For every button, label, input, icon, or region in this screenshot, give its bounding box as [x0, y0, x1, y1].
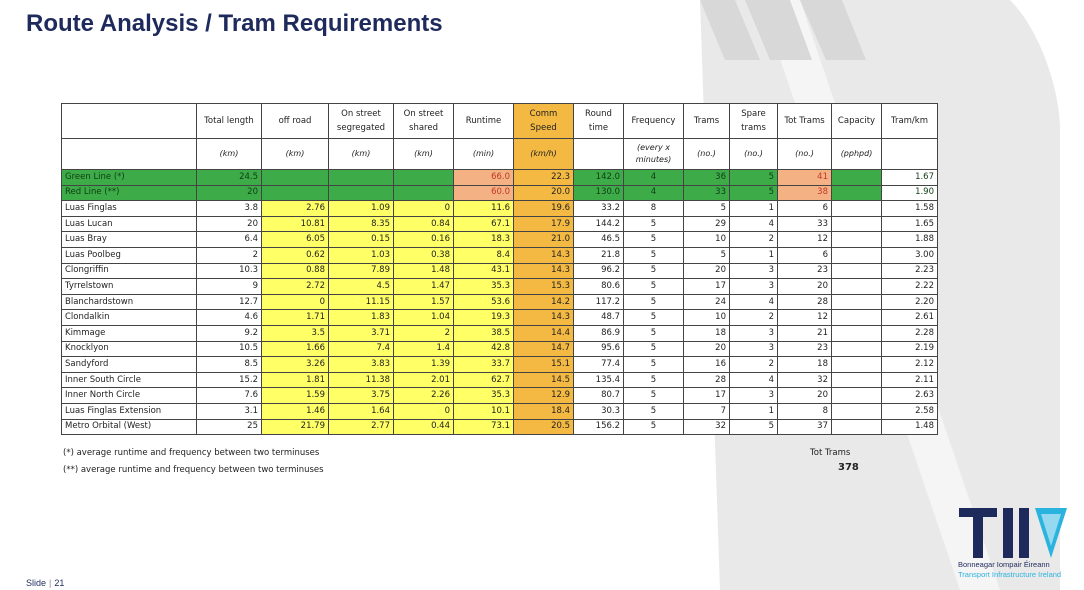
cell-shared: 1.39 — [394, 357, 454, 373]
cell-seg: 11.15 — [329, 294, 394, 310]
cell-seg — [329, 170, 394, 186]
cell-tot: 20 — [778, 388, 832, 404]
cell-tot: 23 — [778, 341, 832, 357]
cell-trams: 18 — [684, 325, 730, 341]
cell-speed: 14.5 — [514, 372, 574, 388]
column-header: Trams — [684, 104, 730, 139]
cell-tot: 33 — [778, 216, 832, 232]
column-unit: (no.) — [730, 139, 778, 170]
table-row — [62, 232, 938, 248]
cell-cap — [832, 341, 882, 357]
cell-perkm: 1.67 — [882, 170, 938, 186]
cell-trams: 17 — [684, 388, 730, 404]
cell-trams: 36 — [684, 170, 730, 186]
cell-name: Green Line (*) — [62, 170, 197, 186]
cell-round: 142.0 — [574, 170, 624, 186]
cell-tot: 41 — [778, 170, 832, 186]
cell-freq: 5 — [624, 310, 684, 326]
table-row — [62, 170, 938, 186]
cell-seg: 1.83 — [329, 310, 394, 326]
cell-cap — [832, 216, 882, 232]
cell-off: 1.59 — [262, 388, 329, 404]
cell-shared: 1.4 — [394, 341, 454, 357]
footnote-green-line: (*) average runtime and frequency between two terminuses — [63, 448, 320, 458]
cell-runtime: 35.3 — [454, 279, 514, 295]
cell-freq: 5 — [624, 403, 684, 419]
cell-shared — [394, 170, 454, 186]
cell-cap — [832, 403, 882, 419]
cell-shared: 0 — [394, 403, 454, 419]
cell-name: Inner South Circle — [62, 372, 197, 388]
table-row — [62, 216, 938, 232]
table-row — [62, 310, 938, 326]
cell-total: 10.3 — [197, 263, 262, 279]
cell-tot: 38 — [778, 185, 832, 201]
footer-separator: | — [49, 578, 52, 588]
cell-cap — [832, 325, 882, 341]
column-header: On street shared — [394, 104, 454, 139]
cell-cap — [832, 357, 882, 373]
column-unit: (no.) — [778, 139, 832, 170]
column-unit: (km/h) — [514, 139, 574, 170]
cell-perkm: 2.12 — [882, 357, 938, 373]
cell-runtime: 60.0 — [454, 185, 514, 201]
cell-speed: 14.3 — [514, 310, 574, 326]
cell-perkm: 1.65 — [882, 216, 938, 232]
column-unit: (km) — [329, 139, 394, 170]
cell-perkm: 2.11 — [882, 372, 938, 388]
cell-perkm: 3.00 — [882, 247, 938, 263]
cell-spare: 2 — [730, 232, 778, 248]
cell-spare: 5 — [730, 419, 778, 435]
table-row — [62, 341, 938, 357]
column-unit: (km) — [262, 139, 329, 170]
column-header: Total length — [197, 104, 262, 139]
cell-perkm: 1.88 — [882, 232, 938, 248]
cell-round: 135.4 — [574, 372, 624, 388]
cell-off: 2.72 — [262, 279, 329, 295]
cell-freq: 5 — [624, 232, 684, 248]
table-row — [62, 419, 938, 435]
column-unit: (no.) — [684, 139, 730, 170]
cell-total: 9 — [197, 279, 262, 295]
cell-runtime: 11.6 — [454, 201, 514, 217]
table-row — [62, 185, 938, 201]
cell-seg: 3.71 — [329, 325, 394, 341]
cell-runtime: 53.6 — [454, 294, 514, 310]
cell-freq: 5 — [624, 216, 684, 232]
cell-shared — [394, 185, 454, 201]
cell-shared: 0.44 — [394, 419, 454, 435]
slide-label: Slide — [26, 578, 47, 588]
cell-off — [262, 185, 329, 201]
cell-tot: 8 — [778, 403, 832, 419]
cell-tot: 12 — [778, 232, 832, 248]
cell-spare: 4 — [730, 372, 778, 388]
cell-speed: 18.4 — [514, 403, 574, 419]
cell-trams: 7 — [684, 403, 730, 419]
cell-tot: 28 — [778, 294, 832, 310]
cell-off: 10.81 — [262, 216, 329, 232]
cell-off: 2.76 — [262, 201, 329, 217]
cell-speed: 15.3 — [514, 279, 574, 295]
cell-cap — [832, 247, 882, 263]
cell-perkm: 2.19 — [882, 341, 938, 357]
cell-tot: 32 — [778, 372, 832, 388]
cell-runtime: 67.1 — [454, 216, 514, 232]
cell-tot: 23 — [778, 263, 832, 279]
column-header: Capacity — [832, 104, 882, 139]
cell-spare: 1 — [730, 403, 778, 419]
cell-speed: 14.3 — [514, 263, 574, 279]
cell-round: 77.4 — [574, 357, 624, 373]
table-row — [62, 279, 938, 295]
cell-total: 12.7 — [197, 294, 262, 310]
cell-cap — [832, 419, 882, 435]
cell-speed: 14.3 — [514, 247, 574, 263]
cell-off: 1.66 — [262, 341, 329, 357]
cell-shared: 0.38 — [394, 247, 454, 263]
cell-freq: 5 — [624, 388, 684, 404]
cell-name: Inner North Circle — [62, 388, 197, 404]
cell-freq: 5 — [624, 357, 684, 373]
cell-runtime: 73.1 — [454, 419, 514, 435]
table-row — [62, 403, 938, 419]
cell-spare: 3 — [730, 263, 778, 279]
footnote-red-line: (**) average runtime and frequency between two terminuses — [63, 465, 324, 475]
column-header: Frequency — [624, 104, 684, 139]
cell-round: 117.2 — [574, 294, 624, 310]
cell-name: Luas Bray — [62, 232, 197, 248]
column-unit — [62, 139, 197, 170]
cell-tot: 6 — [778, 201, 832, 217]
column-header: Tram/km — [882, 104, 938, 139]
column-unit: (pphpd) — [832, 139, 882, 170]
cell-name: Luas Poolbeg — [62, 247, 197, 263]
cell-runtime: 42.8 — [454, 341, 514, 357]
column-header: Tot Trams — [778, 104, 832, 139]
header-row — [62, 104, 938, 139]
cell-seg: 1.03 — [329, 247, 394, 263]
cell-perkm: 2.63 — [882, 388, 938, 404]
cell-seg: 1.09 — [329, 201, 394, 217]
cell-shared: 0.84 — [394, 216, 454, 232]
cell-freq: 5 — [624, 247, 684, 263]
page-title: Route Analysis / Tram Requirements — [26, 10, 443, 37]
cell-total: 2 — [197, 247, 262, 263]
cell-freq: 5 — [624, 263, 684, 279]
cell-speed: 22.3 — [514, 170, 574, 186]
cell-speed: 15.1 — [514, 357, 574, 373]
cell-total: 10.5 — [197, 341, 262, 357]
logo-subtitle-irish: Bonneagar Iompair Éireann — [958, 560, 1050, 569]
cell-runtime: 35.3 — [454, 388, 514, 404]
cell-spare: 5 — [730, 185, 778, 201]
cell-total: 24.5 — [197, 170, 262, 186]
cell-spare: 1 — [730, 247, 778, 263]
cell-spare: 4 — [730, 216, 778, 232]
cell-perkm: 1.48 — [882, 419, 938, 435]
cell-trams: 10 — [684, 310, 730, 326]
column-header: Spare trams — [730, 104, 778, 139]
cell-total: 7.6 — [197, 388, 262, 404]
cell-perkm: 2.28 — [882, 325, 938, 341]
cell-perkm: 2.23 — [882, 263, 938, 279]
cell-round: 30.3 — [574, 403, 624, 419]
cell-shared: 2 — [394, 325, 454, 341]
cell-shared: 1.57 — [394, 294, 454, 310]
cell-perkm: 1.58 — [882, 201, 938, 217]
column-header: off road — [262, 104, 329, 139]
cell-tot: 6 — [778, 247, 832, 263]
cell-name: Clondalkin — [62, 310, 197, 326]
cell-seg: 3.75 — [329, 388, 394, 404]
cell-runtime: 66.0 — [454, 170, 514, 186]
cell-round: 95.6 — [574, 341, 624, 357]
table-row — [62, 325, 938, 341]
cell-name: Clongriffin — [62, 263, 197, 279]
cell-seg: 1.64 — [329, 403, 394, 419]
cell-tot: 12 — [778, 310, 832, 326]
cell-perkm: 2.22 — [882, 279, 938, 295]
cell-cap — [832, 310, 882, 326]
cell-trams: 20 — [684, 263, 730, 279]
cell-speed: 20.0 — [514, 185, 574, 201]
cell-spare: 3 — [730, 388, 778, 404]
cell-cap — [832, 201, 882, 217]
cell-seg: 2.77 — [329, 419, 394, 435]
cell-freq: 8 — [624, 201, 684, 217]
cell-total: 3.1 — [197, 403, 262, 419]
cell-freq: 5 — [624, 341, 684, 357]
logo-subtitle-english: Transport Infrastructure Ireland — [958, 570, 1062, 579]
cell-spare: 5 — [730, 170, 778, 186]
cell-name: Tyrrelstown — [62, 279, 197, 295]
cell-shared: 1.48 — [394, 263, 454, 279]
cell-round: 48.7 — [574, 310, 624, 326]
cell-seg: 7.4 — [329, 341, 394, 357]
cell-tot: 21 — [778, 325, 832, 341]
total-trams-label: Tot Trams — [810, 448, 851, 458]
cell-shared: 2.01 — [394, 372, 454, 388]
cell-off: 1.81 — [262, 372, 329, 388]
column-header: Runtime — [454, 104, 514, 139]
route-analysis-table — [61, 103, 938, 435]
cell-off: 6.05 — [262, 232, 329, 248]
cell-name: Sandyford — [62, 357, 197, 373]
cell-perkm: 2.58 — [882, 403, 938, 419]
cell-seg: 7.89 — [329, 263, 394, 279]
cell-seg — [329, 185, 394, 201]
cell-runtime: 18.3 — [454, 232, 514, 248]
cell-speed: 17.9 — [514, 216, 574, 232]
cell-trams: 5 — [684, 201, 730, 217]
cell-name: Luas Finglas Extension — [62, 403, 197, 419]
slide-footer — [26, 578, 64, 588]
cell-trams: 29 — [684, 216, 730, 232]
cell-spare: 3 — [730, 279, 778, 295]
cell-spare: 1 — [730, 201, 778, 217]
column-header: On street segregated — [329, 104, 394, 139]
cell-cap — [832, 279, 882, 295]
cell-total: 3.8 — [197, 201, 262, 217]
cell-trams: 10 — [684, 232, 730, 248]
cell-trams: 33 — [684, 185, 730, 201]
cell-total: 4.6 — [197, 310, 262, 326]
cell-off: 3.5 — [262, 325, 329, 341]
table-body — [62, 104, 938, 435]
cell-name: Luas Lucan — [62, 216, 197, 232]
cell-off: 0.88 — [262, 263, 329, 279]
cell-round: 80.7 — [574, 388, 624, 404]
cell-name: Blanchardstown — [62, 294, 197, 310]
table-row — [62, 247, 938, 263]
cell-spare: 2 — [730, 310, 778, 326]
cell-total: 8.5 — [197, 357, 262, 373]
cell-off: 1.46 — [262, 403, 329, 419]
cell-speed: 14.7 — [514, 341, 574, 357]
cell-seg: 3.83 — [329, 357, 394, 373]
column-header: Round time — [574, 104, 624, 139]
cell-off: 3.26 — [262, 357, 329, 373]
cell-round: 33.2 — [574, 201, 624, 217]
cell-off: 0 — [262, 294, 329, 310]
cell-seg: 0.15 — [329, 232, 394, 248]
cell-freq: 4 — [624, 185, 684, 201]
cell-spare: 3 — [730, 325, 778, 341]
cell-speed: 21.0 — [514, 232, 574, 248]
cell-cap — [832, 170, 882, 186]
table-row — [62, 388, 938, 404]
column-unit: (km) — [394, 139, 454, 170]
cell-speed: 19.6 — [514, 201, 574, 217]
cell-cap — [832, 372, 882, 388]
cell-off — [262, 170, 329, 186]
cell-off: 0.62 — [262, 247, 329, 263]
table-row — [62, 263, 938, 279]
cell-speed: 20.5 — [514, 419, 574, 435]
cell-name: Knocklyon — [62, 341, 197, 357]
cell-off: 21.79 — [262, 419, 329, 435]
cell-runtime: 19.3 — [454, 310, 514, 326]
cell-trams: 28 — [684, 372, 730, 388]
cell-round: 86.9 — [574, 325, 624, 341]
cell-runtime: 43.1 — [454, 263, 514, 279]
cell-total: 25 — [197, 419, 262, 435]
column-header — [62, 104, 197, 139]
cell-freq: 5 — [624, 419, 684, 435]
cell-off: 1.71 — [262, 310, 329, 326]
column-unit — [574, 139, 624, 170]
cell-perkm: 2.20 — [882, 294, 938, 310]
cell-total: 20 — [197, 185, 262, 201]
cell-seg: 8.35 — [329, 216, 394, 232]
cell-round: 130.0 — [574, 185, 624, 201]
total-trams-value: 378 — [838, 462, 859, 473]
cell-trams: 24 — [684, 294, 730, 310]
cell-speed: 14.4 — [514, 325, 574, 341]
cell-total: 20 — [197, 216, 262, 232]
cell-trams: 16 — [684, 357, 730, 373]
column-unit — [882, 139, 938, 170]
cell-speed: 12.9 — [514, 388, 574, 404]
cell-shared: 1.47 — [394, 279, 454, 295]
cell-freq: 5 — [624, 325, 684, 341]
cell-trams: 17 — [684, 279, 730, 295]
cell-round: 80.6 — [574, 279, 624, 295]
table-row — [62, 201, 938, 217]
units-row — [62, 139, 938, 170]
cell-spare: 3 — [730, 341, 778, 357]
cell-trams: 5 — [684, 247, 730, 263]
cell-name: Kimmage — [62, 325, 197, 341]
cell-shared: 1.04 — [394, 310, 454, 326]
cell-shared: 2.26 — [394, 388, 454, 404]
cell-perkm: 2.61 — [882, 310, 938, 326]
cell-freq: 4 — [624, 170, 684, 186]
column-header: Comm Speed — [514, 104, 574, 139]
cell-total: 9.2 — [197, 325, 262, 341]
cell-seg: 11.38 — [329, 372, 394, 388]
cell-speed: 14.2 — [514, 294, 574, 310]
cell-cap — [832, 232, 882, 248]
cell-round: 144.2 — [574, 216, 624, 232]
cell-tot: 37 — [778, 419, 832, 435]
cell-seg: 4.5 — [329, 279, 394, 295]
cell-trams: 32 — [684, 419, 730, 435]
cell-perkm: 1.90 — [882, 185, 938, 201]
cell-shared: 0.16 — [394, 232, 454, 248]
cell-cap — [832, 294, 882, 310]
cell-runtime: 8.4 — [454, 247, 514, 263]
cell-freq: 5 — [624, 372, 684, 388]
table-row — [62, 357, 938, 373]
cell-name: Luas Finglas — [62, 201, 197, 217]
column-unit: (every x minutes) — [624, 139, 684, 170]
cell-shared: 0 — [394, 201, 454, 217]
cell-runtime: 10.1 — [454, 403, 514, 419]
cell-runtime: 62.7 — [454, 372, 514, 388]
table-row — [62, 372, 938, 388]
cell-freq: 5 — [624, 294, 684, 310]
cell-round: 156.2 — [574, 419, 624, 435]
cell-round: 46.5 — [574, 232, 624, 248]
cell-spare: 4 — [730, 294, 778, 310]
cell-name: Metro Orbital (West) — [62, 419, 197, 435]
cell-cap — [832, 185, 882, 201]
cell-freq: 5 — [624, 279, 684, 295]
cell-trams: 20 — [684, 341, 730, 357]
column-unit: (km) — [197, 139, 262, 170]
cell-tot: 20 — [778, 279, 832, 295]
cell-total: 15.2 — [197, 372, 262, 388]
table-row — [62, 294, 938, 310]
cell-runtime: 33.7 — [454, 357, 514, 373]
cell-round: 96.2 — [574, 263, 624, 279]
cell-spare: 2 — [730, 357, 778, 373]
cell-runtime: 38.5 — [454, 325, 514, 341]
cell-tot: 18 — [778, 357, 832, 373]
cell-total: 6.4 — [197, 232, 262, 248]
cell-round: 21.8 — [574, 247, 624, 263]
cell-cap — [832, 263, 882, 279]
column-unit: (min) — [454, 139, 514, 170]
cell-cap — [832, 388, 882, 404]
slide-number: 21 — [54, 578, 65, 588]
cell-name: Red Line (**) — [62, 185, 197, 201]
